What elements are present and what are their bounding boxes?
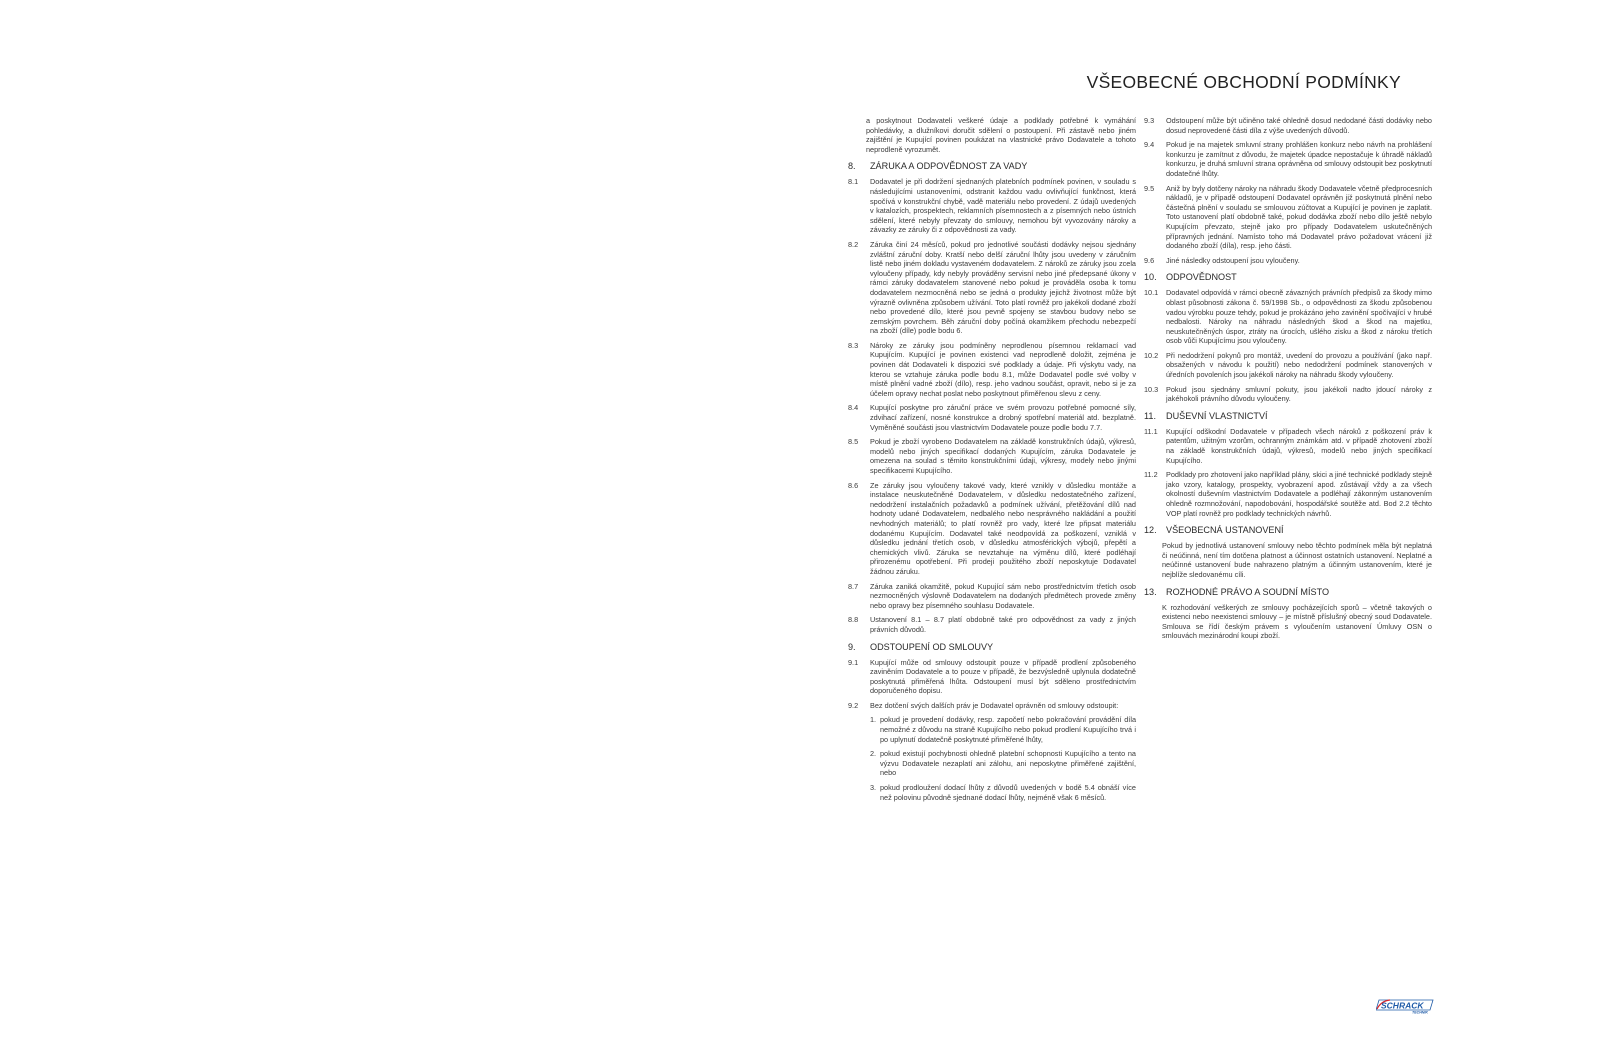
section-13-heading	[1144, 587, 1432, 598]
section-title: VŠEOBECNÁ USTANOVENÍ	[1166, 525, 1284, 536]
section-13-text: K rozhodování veškerých ze smlouvy pocházejících sporů – včetně takových o existenci nebo neexistenci smlouvy – je místně příslušný obecný soud Dodavatele. Smlouva se řídí českým právem s vyloučením ustanovení Úmluvy OSN o smlouvách mezinárodní koupi zboží.	[1162, 602, 1432, 641]
list-text: pokud prodloužení dodací lhůty z důvodů uvedených v bodě 5.4 obnáší více než polovinu původně sjednané dodací lhůty, nejméně však 6 měsíců.	[880, 783, 1136, 802]
clause-number: 9.6	[1144, 255, 1155, 265]
clause-text: Pokud je na majetek smluvní strany prohlášen konkurz nebo návrh na prohlášení konkurzu je zamítnut z důvodu, že majetek úpadce nepostačuje k úhradě nákladů konkurzu, je druhá smluvní strana oprávněna od smlouvy odstoupit bez poskytnutí dodatečné lhůty.	[1166, 140, 1432, 178]
clause-8-8	[848, 615, 1136, 634]
clause-number: 11.1	[1144, 426, 1158, 436]
clause-number: 8.4	[848, 403, 859, 413]
clause-10-1	[1144, 288, 1432, 346]
section-12-heading	[1144, 525, 1432, 536]
section-number: 9.	[848, 641, 856, 652]
clause-number: 9.3	[1144, 116, 1155, 125]
clause-text: Bez dotčení svých dalších práv je Dodavatel oprávněn od smlouvy odstoupit:	[870, 700, 1119, 710]
section-11-heading	[1144, 411, 1432, 422]
clause-text: Kupující poskytne pro záruční práce ve svém provozu potřebné pomocné síly, zdvihací zařízení, nosné konstrukce a drobný spotřební materiál atd. bezplatně. Vyměněné součásti jsou vlastnictvím Dodavatele pouze podle bodu 7.7.	[870, 403, 1136, 432]
clause-8-1	[848, 177, 1136, 235]
clause-text: Ustanovení 8.1 – 8.7 platí obdobně také pro odpovědnost za vady z jiných právních důvodů.	[870, 615, 1136, 634]
clause-number: 9.1	[848, 657, 859, 667]
clause-9-2-list	[870, 715, 1136, 802]
clause-text: Aniž by byly dotčeny nároky na náhradu škody Dodavatele včetně předprocesních nákladů, je v případě odstoupení Dodavatel oprávněn již poskytnutá plnění nebo částečná plnění v souladu se smlouvou zúčtovat a Kupující je povinen je zaplatit. Toto ustanovení platí obdobně také, pokud dodávka zboží nebo dílo ještě nebylo Kupujícím převzato, stejně jako pro případy Dodavatelem uskutečněných přípravných jednání. Namísto toho má Dodavatel právo požadovat vrácení již dodaného zboží (díla), resp. jeho části.	[1166, 183, 1432, 251]
section-title: ZÁRUKA A ODPOVĚDNOST ZA VADY	[870, 161, 1028, 172]
clause-text: Kupující odškodní Dodavatele v případech všech nároků z poškození práv k patentům, užitným vzorům, ochranným známkám atd. v případě zhotovení zboží na základě konstrukčních údajů, výkresů, modelů nebo jiných specifikací Kupujícího.	[1166, 426, 1432, 465]
clause-text: Při nedodržení pokynů pro montáž, uvedení do provozu a používání (jako např. obsažených v návodu k použití) nebo nedodržení podmínek stanovených v úředních povoleních jsou jakékoli nároky na náhradu škody vyloučeny.	[1166, 350, 1432, 380]
section-title: ROZHODNÉ PRÁVO A SOUDNÍ MÍSTO	[1166, 586, 1330, 597]
section-number: 12.	[1144, 525, 1157, 536]
section-title: ODSTOUPENÍ OD SMLOUVY	[870, 641, 994, 652]
clause-9-2	[848, 701, 1136, 711]
right-column	[1144, 116, 1432, 646]
clause-10-3	[1144, 385, 1432, 404]
clause-number: 8.8	[848, 615, 859, 625]
schrack-technik-logo	[1376, 999, 1434, 1014]
clause-number: 8.5	[848, 437, 859, 447]
section-number: 13.	[1144, 586, 1157, 597]
list-text: pokud existují pochybnosti ohledně platební schopnosti Kupujícího a tento na výzvu Dodavatele nezaplatí ani zálohu, ani neposkytne přiměřené zajištění, nebo	[880, 749, 1136, 778]
logo-subtext: TECHNIK	[1412, 1010, 1428, 1014]
clause-text: Záruka činí 24 měsíců, pokud pro jednotlivé součásti dodávky nejsou sjednány zvláštní záruční doby. Kratší nebo delší záruční lhůty jsou uvedeny v záručním listě nebo jiném dokladu vystaveném dodavatelem. Z nároků ze záruky jsou zcela vyloučeny případy, kdy nebyly prováděny servisní nebo jiné předepsané úkony v rámci záruky dodavatelem stanovené nebo pokud je prováděla osoba k tomu dodavatelem nezmocněná nebo se jedná o produkty jejichž životnost může být výrazně ovlivněna způsobem užívání. Toto platí rovněž pro jakékoli dodané zboží nebo provedené dílo, které jsou pevně spojeny se stavbou budovy nebo se zemským povrchem. Běh záruční doby počíná okamžikem přechodu nebezpečí na zboží (díle) podle bodu 6.	[870, 239, 1136, 336]
clause-number: 8.6	[848, 480, 859, 490]
clause-8-3	[848, 341, 1136, 399]
clause-9-3	[1144, 116, 1432, 135]
clause-number: 9.2	[848, 700, 859, 710]
clause-number: 8.1	[848, 177, 859, 187]
clause-text: Dodavatel odpovídá v rámci obecně závazných právních předpisů za škody mimo oblast působnosti zákona č. 59/1998 Sb., o odpovědnosti za škodu způsobenou vadou výrobku pouze tehdy, pokud je prokázáno jeho zavinění spočívající v hrubé nedbalosti. Nároky na náhradu následných škod a škod na majetku, neuskutečněných úspor, ztráty na úrocích, ušlého zisku a škod z nároku třetích osob vůči Kupujícímu jsou vyloučeny.	[1166, 288, 1432, 346]
page-title: VŠEOBECNÉ OBCHODNÍ PODMÍNKY	[1086, 71, 1401, 92]
clause-9-6	[1144, 256, 1432, 266]
section-12-text: Pokud by jednotlivá ustanovení smlouvy nebo těchto podmínek měla být neplatná či neúčinná, není tím dotčena platnost a účinnost ostatních ustanovení. Neplatné a neúčinné ustanovení bude nahrazeno platným a účinným ustanovením, které je nejblíže sledovanému cíli.	[1162, 541, 1432, 579]
list-number: 2.	[870, 749, 877, 759]
section-number: 11.	[1144, 410, 1156, 421]
clause-text: Odstoupení může být učiněno také ohledně dosud nedodané části dodávky nebo dosud neprovedené části díla z výše uvedených důvodů.	[1166, 116, 1432, 135]
clause-text: Ze záruky jsou vyloučeny takové vady, které vznikly v důsledku montáže a instalace neuskutečněné Dodavatelem, v důsledku nedostatečného zařízení, nedodržení instalačních požadavků a podmínek užívání, přetěžování dílů nad hodnoty udané Dodavatelem, nedbalého nebo nesprávného nakládání a použití nevhodných materiálů; to platí rovněž pro vady, které lze připsat materiálu dodanému Kupujícím. Dodavatel také neodpovídá za poškození, vzniklá v důsledku jednání třetích osob, v důsledku atmosférických výbojů, přepětí a chemických vlivů. Záruka se nevztahuje na výměnu dílů, které podléhají přirozenému opotřebení. Při prodeji použitého zboží neposkytuje Dodavatel žádnou záruku.	[870, 480, 1136, 576]
list-item	[870, 783, 1136, 802]
section-10-heading	[1144, 272, 1432, 283]
clause-8-4	[848, 403, 1136, 432]
clause-10-2	[1144, 351, 1432, 380]
intro-paragraph: a poskytnout Dodavateli veškeré údaje a podklady potřebné k vymáhání pohledávky, a dlužníkovi doručit sdělení o postoupení. Při zástavě nebo jiném zajištění je Kupující povinen poukázat na vlastnické právo Dodavatele a tohoto neprodleně vyrozumět.	[866, 116, 1136, 154]
clause-9-5	[1144, 184, 1432, 251]
clause-text: Záruka zaniká okamžitě, pokud Kupující sám nebo prostřednictvím třetích osob nezmocněných výslovně Dodavatelem na dodaných předmětech provede změny nebo opravy bez písemného souhlasu Dodavatele.	[870, 581, 1136, 610]
clause-text: Dodavatel je při dodržení sjednaných platebních podmínek povinen, v souladu s následujícími ustanoveními, odstranit každou vadu ovlivňující funkčnost, která spočívá v konstrukční chybě, vadě materiálu nebo provedení. Z údajů uvedených v katalozích, prospektech, reklamních písemnostech a z písemných nebo ústních sdělení, které nebyly převzaty do smlouvy, nemohou být vyvozovány nároky a závazky ze záruky či z odpovědnosti za vady.	[870, 177, 1136, 235]
logo-text: SCHRACK	[1381, 1000, 1424, 1011]
clause-text: Nároky ze záruky jsou podmíněny neprodlenou písemnou reklamací vad Kupujícím. Kupující je povinen existenci vad neprodleně doložit, zejména je povinen dát Dodavateli k dispozici své podklady a údaje. Při výskytu vady, na kterou se vztahuje záruka podle bodu 8.1, může Dodavatel podle své volby v místě plnění vadné zboží (dílo), resp. jeho vadnou součást, opravit, nebo si je za účelem opravy nechat poslat nebo poskytnout přiměřenou slevu z ceny.	[870, 340, 1136, 398]
clause-text: Pokud jsou sjednány smluvní pokuty, jsou jakékoli nadto jdoucí nároky z jakéhokoli právního důvodu vyloučeny.	[1166, 384, 1432, 404]
clause-text: Jiné následky odstoupení jsou vyloučeny.	[1166, 255, 1300, 265]
clause-number: 9.4	[1144, 140, 1155, 150]
clause-9-4	[1144, 140, 1432, 178]
clause-number: 8.7	[848, 581, 859, 591]
left-column	[848, 116, 1136, 807]
clause-8-6	[848, 481, 1136, 577]
clause-9-1	[848, 658, 1136, 696]
clause-number: 10.1	[1144, 288, 1159, 298]
clause-number: 8.2	[848, 239, 859, 249]
clause-number: 10.3	[1144, 384, 1159, 394]
clause-8-5	[848, 437, 1136, 475]
clause-11-1	[1144, 427, 1432, 465]
section-title: DUŠEVNÍ VLASTNICTVÍ	[1166, 410, 1268, 421]
clause-8-7	[848, 582, 1136, 611]
list-item	[870, 749, 1136, 778]
section-number: 10.	[1144, 272, 1157, 283]
clause-11-2	[1144, 470, 1432, 518]
section-9-heading	[848, 642, 1136, 653]
section-8-heading	[848, 161, 1136, 172]
clause-number: 11.2	[1144, 470, 1158, 480]
list-item	[870, 715, 1136, 744]
section-title: ODPOVĚDNOST	[1166, 272, 1237, 283]
list-text: pokud je provedení dodávky, resp. započetí nebo pokračování provádění díla nemožné z důvodu na straně Kupujícího nebo pokud prodlení Kupujícího trvá i po uplynutí dodatečně poskytnuté přiměřené lhůty,	[880, 715, 1136, 744]
list-number: 3.	[870, 783, 877, 793]
clause-number: 10.2	[1144, 350, 1159, 360]
clause-text: Pokud je zboží vyrobeno Dodavatelem na základě konstrukčních údajů, výkresů, modelů nebo jiných specifikací dodaných Kupujícím, záruka Dodavatele je omezena na soulad s těmito konstrukčními údaji, výkresy, modely nebo jinými specifikacemi Kupujícího.	[870, 437, 1136, 475]
section-number: 8.	[848, 161, 856, 172]
clause-8-2	[848, 240, 1136, 336]
clause-text: Podklady pro zhotovení jako například plány, skici a jiné technické podklady stejně jako vzory, katalogy, prospekty, vyobrazení apod. zůstávají vždy a za všech okolností duševním vlastnictvím Dodavatele a podléhají zákonným ustanovením ohledně rozmnožování, napodobování, hospodářské soutěže atd. Bod 2.2 těchto VOP platí rovněž pro podklady technických návrhů.	[1166, 470, 1432, 518]
clause-number: 8.3	[848, 340, 859, 350]
list-number: 1.	[870, 715, 877, 725]
clause-text: Kupující může od smlouvy odstoupit pouze v případě prodlení způsobeného zaviněním Dodavatele a to pouze v případě, že bezvýsledně uplynula dodatečně poskytnutá přiměřená lhůta. Odstoupení musí být sděleno prostřednictvím doporučeného dopisu.	[870, 657, 1136, 696]
clause-number: 9.5	[1144, 183, 1155, 193]
